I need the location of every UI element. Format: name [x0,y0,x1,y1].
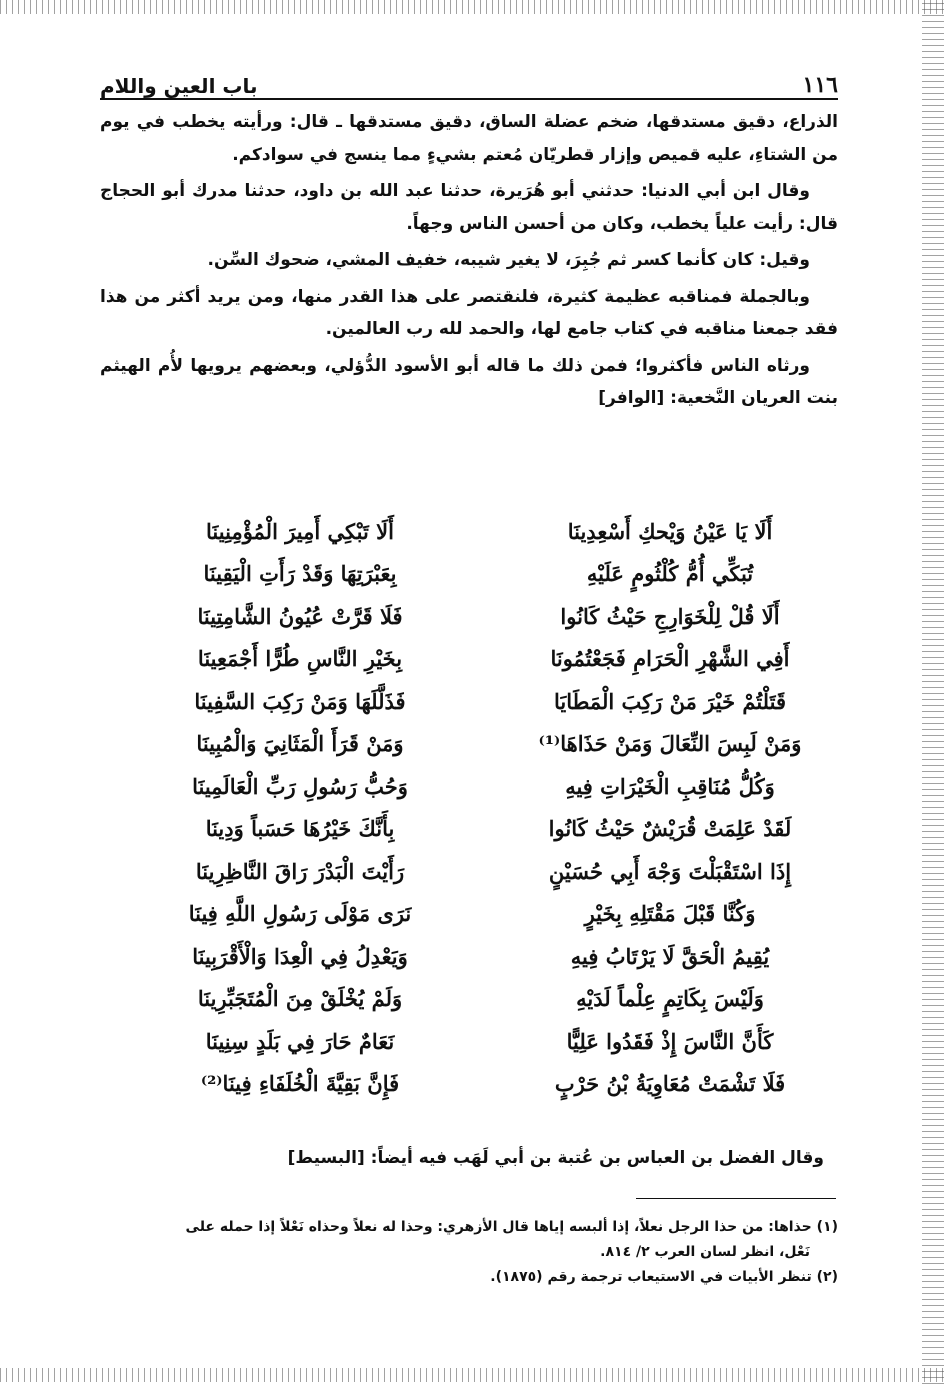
verse-second-hemistich: وَيَعْدِلُ فِي الْعِدَا وَالْأَقْرَبِينَا [192,943,408,969]
verse-first-hemistich: وَلَيْسَ بِكَاتِمٍ عِلْماً لَدَيْهِ [576,986,764,1012]
verse-second-hemistich: بِعَبْرَتِهَا وَقَدْ رَأَتِ الْيَقِينَا [203,561,397,587]
decorative-border-bottom [0,1368,944,1382]
page-content [100,60,838,419]
poem-verse [140,765,830,808]
verse-first-hemistich: فَلَا تَشْمَتْ مُعَاوِيَةُ بْنُ حَرْبٍ [554,1071,786,1097]
footnote-2: (٢) تنظر الأبيات في الاستيعاب ترجمة رقم (١٨٧٥). [490,1269,838,1285]
paragraph: الذراع، دقيق مستدقها، ضخم عضلة الساق، دقيق مستدقها ـ قال: ورأيته يخطب في يوم من الشتاءِ، عليه قميص وإزار قطريّان مُعتم بشيءٍ مما ينسج في سوادكم. [100,112,838,165]
verse-first-hemistich: تُبَكِّي أُمُّ كُلْثُومٍ عَلَيْهِ [586,561,754,587]
verse-second-hemistich: رَأَيْتَ الْبَدْرَ رَاقَ النَّاظِرِينَا [195,858,405,884]
poem-verse [140,978,830,1021]
verse-second-hemistich: فَإِنَّ بَقِيَّةَ الْخُلَفَاءِ فِينَا⁽²⁾ [200,1071,400,1097]
paragraph: وقيل: كان كأنما كسر ثم جُبِرَ، لا يغير شيبه، خفيف المشي، ضحوك السِّن. [207,250,810,270]
verse-first-hemistich: أَلَا يَا عَيْنُ وَيْحكِ أَسْعِدِينَا [567,518,773,544]
poem-verse [140,680,830,723]
verse-second-hemistich: فَذَلَّلَهَا وَمَنْ رَكِبَ السَّفِينَا [194,688,406,714]
poem-verse [140,935,830,978]
poem-verse [140,553,830,596]
poem-verse [140,850,830,893]
decorative-border-right [922,0,944,1384]
verse-second-hemistich: نَعَامٌ حَارَ فِي بَلَدٍ سِنِينَا [205,1028,395,1054]
footnote-1-continuation: نَعْل، انظر لسان العرب ٢/ ٨١٤. [600,1244,810,1260]
verse-first-hemistich: لَقَدْ عَلِمَتْ قُرَيْشٌ حَيْثُ كَانُوا [548,816,792,842]
verse-second-hemistich: بِأَنَّكَ خَيْرُهَا حَسَباً وَدِينَا [205,816,395,842]
running-header [100,60,838,100]
verse-second-hemistich: أَلَا تَبْكِي أَمِيرَ الْمُؤْمِنِينَا [206,518,394,544]
chapter-title: باب العين واللام [100,74,258,98]
paragraph: ورثاه الناس فأكثروا؛ فمن ذلك ما قاله أبو الأسود الدُّؤلي، وبعضهم يرويها لأُم الهيثم بنت العريان النَّخعية: [الوافر] [100,355,838,408]
decorative-border-top [0,0,944,14]
verse-second-hemistich: فَلَا قَرَّتْ عُيُونُ الشَّامِتِينَا [197,603,403,629]
poem-verse [140,595,830,638]
poem-verse [140,1020,830,1063]
poem-verse [140,808,830,851]
footnote-1: (١) حذاها: من حذا الرجل نعلاً، إذا ألبسه إياها قال الأزهري: وحذا له نعلاً وحذاه نَعْلاً إذا حمله على [185,1219,838,1235]
paragraph: وبالجملة فمناقبه عظيمة كثيرة، فلنقتصر على هذا القدر منها، ومن يريد أكثر من هذا فقد جمعنا مناقبه في كتاب جامع لها، والحمد لله رب العالمين. [100,286,838,339]
prose-body [100,106,838,415]
poem-verse [140,1063,830,1106]
verse-first-hemistich: وَكُنَّا قَبْلَ مَقْتَلِهِ بِخَيْرٍ [584,901,756,927]
poem-verse [140,893,830,936]
poem-verse [140,638,830,681]
verse-second-hemistich: وَلَمْ يُخْلَقْ مِنَ الْمُتَجَبِّرِينَا [197,986,403,1012]
verse-first-hemistich: وَكُلُّ مُنَاقِبِ الْخَيْرَاتِ فِيهِ [565,773,775,799]
verse-second-hemistich: بِخَيْرِ النَّاسِ طُرًّا أَجْمَعِينَا [197,646,403,672]
after-poem-line: وقال الفضل بن العباس بن عُتبة بن أبي لَهَب فيه أيضاً: [البسيط] [287,1148,824,1168]
footnotes [118,1215,838,1290]
verse-first-hemistich: قَتَلْتُمْ خَيْرَ مَنْ رَكِبَ الْمَطَايَا [553,688,787,714]
verse-second-hemistich: نَرَى مَوْلَى رَسُولِ اللَّهِ فِينَا [188,901,412,927]
verse-first-hemistich: وَمَنْ لَبِسَ النِّعَالَ وَمَنْ حَذَاهَا⁽¹⁾ [538,731,802,757]
poem-verse [140,723,830,766]
verse-second-hemistich: وَمَنْ قَرَأَ الْمَثَانِيَ وَالْمُبِينَا [196,731,404,757]
verse-first-hemistich: كَأَنَّ النَّاسَ إِذْ فَقَدُوا عَلِيًّا [566,1028,774,1054]
footnote-divider [636,1198,836,1199]
verse-second-hemistich: وَحُبُّ رَسُولِ رَبِّ الْعَالَمِينَا [192,773,408,799]
page-number: ١١٦ [802,72,838,98]
verse-first-hemistich: يُقِيمُ الْحَقَّ لَا يَرْتَابُ فِيهِ [570,943,770,969]
paragraph: وقال ابن أبي الدنيا: حدثني أبو هُرَيرة، حدثنا عبد الله بن داود، حدثنا مدرك أبو الحجاج قال: رأيت علياً يخطب، وكان من أحسن الناس وجهاً. [100,181,838,234]
poem-verse [140,510,830,553]
poem [140,510,830,1105]
verse-first-hemistich: أَلَا قُلْ لِلْخَوَارِجِ حَيْثُ كَانُوا [560,603,780,629]
verse-first-hemistich: إِذَا اسْتَقْبَلْتَ وَجْهَ أَبِي حُسَيْنٍ [548,858,792,884]
verse-first-hemistich: أَفِي الشَّهْرِ الْحَرَامِ فَجَعْتُمُونَا [550,646,790,672]
